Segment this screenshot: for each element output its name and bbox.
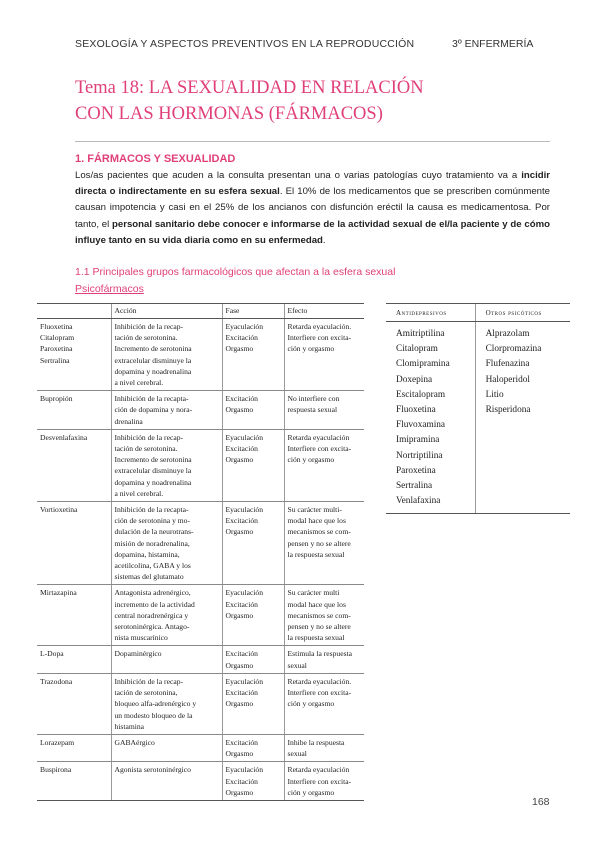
efecto-cell: Estimula la respuesta sexual: [284, 646, 364, 673]
list-item: Venlafaxina: [396, 496, 441, 507]
list-item: Nortriptilina: [396, 450, 443, 461]
list-item: Haloperidol: [485, 374, 530, 385]
list-item: Flufenazina: [485, 359, 530, 370]
list-item: Citalopram: [396, 344, 438, 355]
efecto-cell: Retarda eyaculación Interfiere con excita- ción y orgasmo: [284, 762, 364, 801]
table-row: [37, 673, 364, 734]
drug-name-cell: Buspirona: [37, 762, 111, 801]
header-efecto: Efecto: [284, 304, 364, 319]
para-text-2: . El 10% de los medicamentos que se prescriben comúnmente causan impotencia y casi en el 25% de los ancianos con disfunción eréctil la causa es medicamentosa. Por tanto, el: [75, 186, 550, 230]
antidepresivos-list: [386, 322, 475, 514]
efecto-cell: Inhibe la respuesta sexual: [284, 734, 364, 761]
header-otros-psicoticos: Otros psicóticos: [475, 304, 570, 322]
list-item: Amitriptilina: [396, 329, 445, 339]
intro-paragraph: [75, 168, 550, 249]
accion-cell: Dopaminérgico: [111, 646, 222, 673]
list-item: Escitalopram: [396, 389, 446, 400]
title-line-2: CON LAS HORMONAS (FÁRMACOS): [75, 104, 383, 124]
fase-cell: Eyaculación Excitación Orgasmo: [222, 762, 284, 801]
title-divider: [75, 141, 550, 142]
drug-name-cell: L-Dopa: [37, 646, 111, 673]
para-text-3: .: [322, 234, 326, 246]
list-item: Doxepina: [396, 374, 433, 385]
list-item: Risperidona: [485, 405, 531, 416]
para-bold-1: incidir directa o indirectamente en su esfera sexual: [75, 170, 550, 198]
accion-cell: Agonista serotoninérgico: [111, 762, 222, 801]
drug-name-cell: Vortioxetina: [37, 502, 111, 585]
title-line-1: Tema 18: LA SEXUALIDAD EN RELACIÓN: [75, 78, 424, 98]
table-row: [37, 319, 364, 391]
list-item: Paroxetina: [396, 465, 436, 476]
table-row: [37, 391, 364, 430]
fase-cell: Eyaculación Excitación Orgasmo: [222, 585, 284, 646]
fase-cell: Excitación Orgasmo: [222, 734, 284, 761]
accion-cell: GABAérgico: [111, 734, 222, 761]
drug-name-cell: Trazodona: [37, 673, 111, 734]
para-text-1: Los/as pacientes que acuden a la consulta presentan una o varias patologías cuyo tratamiento va a: [75, 170, 522, 181]
drug-name-cell: Desvenlafaxina: [37, 429, 111, 501]
fase-cell: Eyaculación Excitación Orgasmo: [222, 673, 284, 734]
header-fase: Fase: [222, 304, 284, 319]
side-table-body-row: [386, 322, 570, 514]
accion-cell: Inhibición de la recap- tación de serotonina, bloqueo alfa-adrenérgico y un modesto bloqueo de la histamina: [111, 673, 222, 734]
table-row: [37, 646, 364, 673]
header-antidepresivos: Antidepresivos: [386, 304, 475, 322]
table-row: [37, 429, 364, 501]
accion-cell: Inhibición de la recapta- ción de serotonina y mo- dulación de la neurotrans- misión de noradrenalina, dopamina, histamina, acetilcolina, GABA y los sistemas del glutamato: [111, 502, 222, 585]
list-item: Clorpromazina: [485, 344, 542, 355]
accion-cell: Antagonista adrenérgico, incremento de la actividad central noradrenérgica y serotoninérgica. Antago- nista muscarínico: [111, 585, 222, 646]
table-row: [37, 585, 364, 646]
drug-classes-table: [386, 303, 570, 514]
drug-effects-table: [37, 303, 364, 801]
fase-cell: Excitación Orgasmo: [222, 391, 284, 430]
subsection-heading: 1.1 Principales grupos farmacológicos que afectan a la esfera sexual: [75, 266, 396, 278]
running-header-subject: SEXOLOGÍA Y ASPECTOS PREVENTIVOS EN LA REPRODUCCIÓN: [75, 38, 415, 50]
list-item: Alprazolam: [485, 329, 530, 339]
fase-cell: Eyaculación Excitación Orgasmo: [222, 502, 284, 585]
list-item: Sertralina: [396, 481, 433, 492]
efecto-cell: Retarda eyaculación. Interfiere con excita- ción y orgasmo: [284, 319, 364, 391]
list-item: Clomipramina: [396, 359, 450, 370]
fase-cell: Eyaculación Excitación Orgasmo: [222, 429, 284, 501]
accion-cell: Inhibición de la recap- tación de serotonina. Incremento de serotonina extracelular disminuye la dopamina y noadrenalina a nivel cerebral.: [111, 429, 222, 501]
efecto-cell: No interfiere con respuesta sexual: [284, 391, 364, 430]
table-row: [37, 734, 364, 761]
table-row: [37, 762, 364, 801]
drug-name-cell: Bupropión: [37, 391, 111, 430]
efecto-cell: Retarda eyaculación Interfiere con excita- ción y orgasmo: [284, 429, 364, 501]
page-title: [75, 75, 495, 127]
accion-cell: Inhibición de la recapta- ción de dopamina y nora- drenalina: [111, 391, 222, 430]
list-item: Imipramina: [396, 435, 440, 446]
page-number: 168: [532, 796, 550, 808]
drug-name-cell: Lorazepam: [37, 734, 111, 761]
otros-psicoticos-list: [475, 322, 570, 514]
running-header-course: 3º ENFERMERÍA: [452, 38, 534, 50]
list-item: Fluvoxamina: [396, 420, 446, 431]
efecto-cell: Su carácter multi modal hace que los mecanismos se com- pensen y no se altere la respuesta sexual: [284, 585, 364, 646]
fase-cell: Eyaculación Excitación Orgasmo: [222, 319, 284, 391]
list-item: Fluoxetina: [396, 405, 436, 416]
section-heading: 1. FÁRMACOS Y SEXUALIDAD: [75, 153, 236, 165]
para-bold-2: personal sanitario debe conocer e informarse de la actividad sexual de el/la paciente y de cómo influye tanto en su vida diaria como en su enfermedad: [75, 218, 550, 246]
drug-name-cell: Fluoxetina Citalopram Paroxetina Sertralina: [37, 319, 111, 391]
efecto-cell: Su carácter multi- modal hace que los mecanismos se com- pensen y no se altere la respuesta sexual: [284, 502, 364, 585]
header-accion: Acción: [111, 304, 222, 319]
drug-name-cell: Mirtazapina: [37, 585, 111, 646]
list-item: Litio: [485, 389, 504, 400]
efecto-cell: Retarda eyaculación. Interfiere con excita- ción y orgasmo: [284, 673, 364, 734]
accion-cell: Inhibición de la recap- tación de serotonina. Incremento de serotonina extracelular disminuye la dopamina y noadrenalina a nivel cerebral.: [111, 319, 222, 391]
drug-table-header-row: [37, 304, 364, 319]
psicofarmacos-link[interactable]: Psicofármacos: [75, 283, 144, 295]
fase-cell: Excitación Orgasmo: [222, 646, 284, 673]
header-drug: [37, 304, 111, 319]
table-row: [37, 502, 364, 585]
side-table-header-row: [386, 304, 570, 322]
